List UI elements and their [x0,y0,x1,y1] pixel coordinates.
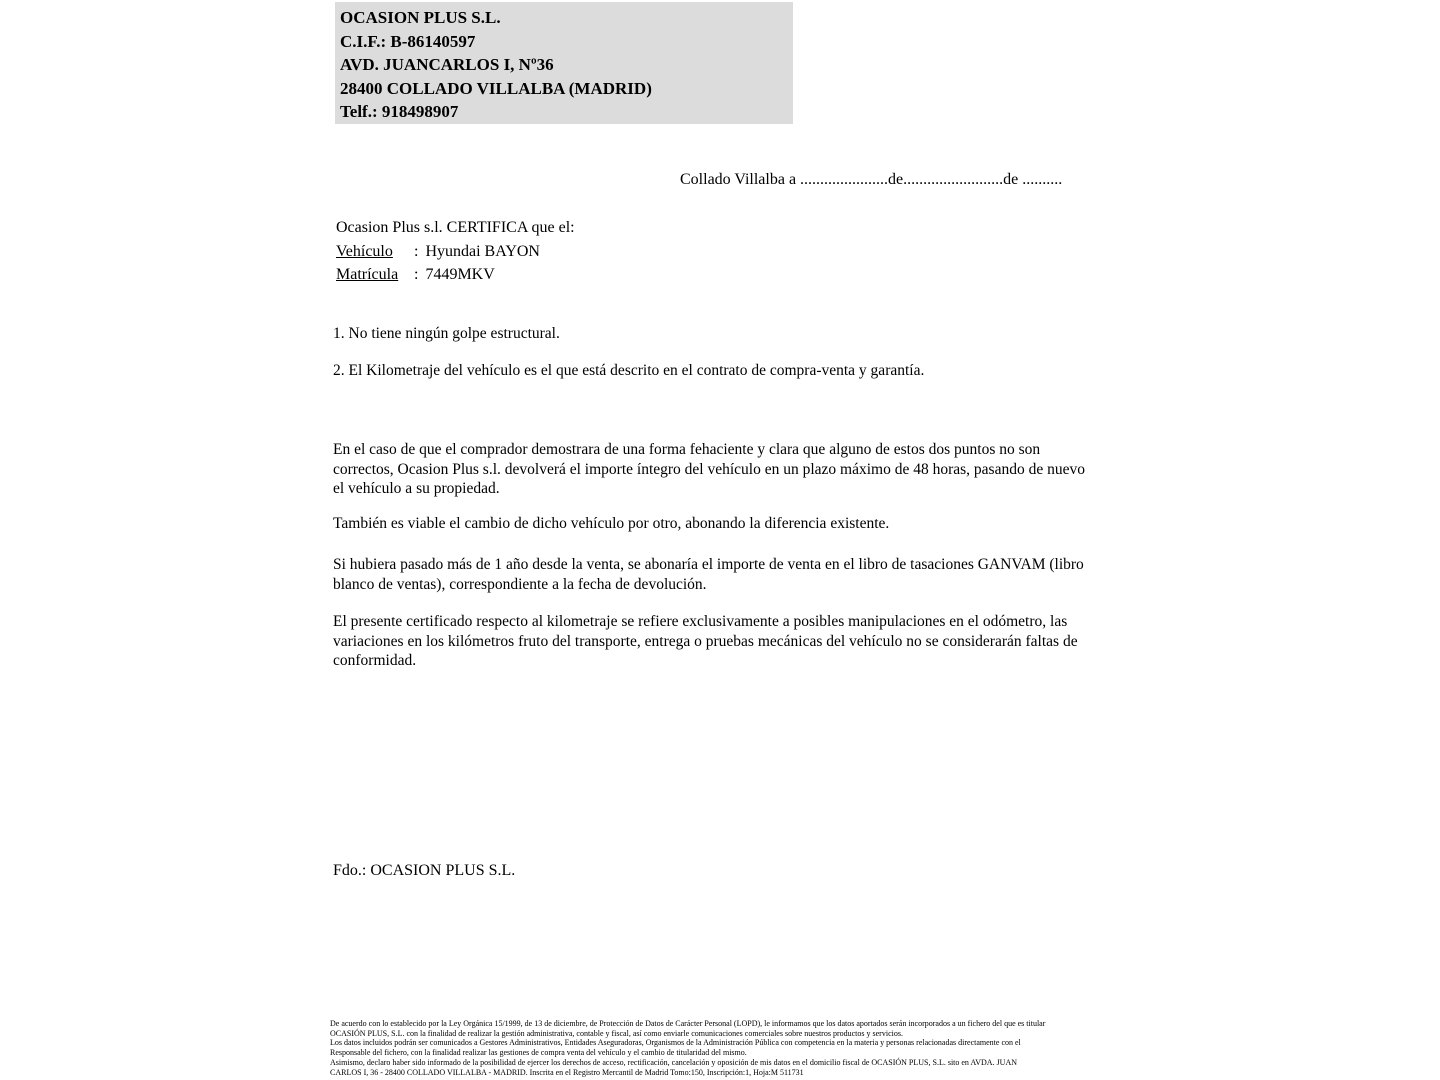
plate-value: 7449MKV [425,266,495,283]
company-cif-line: C.I.F.: B-86140597 [340,31,476,51]
date-blank-line: Collado Villalba a ......................de.........................de .......... [680,171,1063,188]
legal-footer-block [330,1019,1045,1077]
vehicle-separator: : [414,242,419,260]
paragraph-refund-guarantee: En el caso de que el comprador demostrara de una forma fehaciente y clara que alguno de estos dos puntos no son correctos, Ocasion Plus s.l. devolverá el importe íntegro del vehículo en un plazo máximo de 48 horas, pasando de nuevo el vehículo a su propiedad. [333,441,1085,498]
certifica-intro-line: Ocasion Plus s.l. CERTIFICA que el: [336,219,575,236]
footer-line: De acuerdo con lo establecido por la Ley Orgánica 15/1999, de 13 de diciembre, de Protección de Datos de Carácter Personal (LOPD), le informamos que los datos aportados serán incorporados a un fichero del que es titular [330,1019,1046,1028]
company-header-block [335,2,793,124]
vehicle-value: Hyundai BAYON [425,242,540,260]
footer-line: Asimismo, declaro haber sido informado de la posibilidad de ejercer los derechos de acceso, rectificación, cancelación y oposición de mis datos en el domicilio fiscal de OCASIÓN PLUS, S.L. sito en AVDA. JUAN [330,1057,1018,1067]
paragraph-vehicle-exchange: También es viable el cambio de dicho vehículo por otro, abonando la diferencia existente. [333,515,890,532]
plate-separator: : [414,266,419,283]
certification-block [336,216,575,287]
company-address-line: AVD. JUANCARLOS I, Nº36 [340,55,554,74]
vehicle-field-row [336,240,575,264]
company-name-line: OCASION PLUS S.L. [340,8,501,27]
point-mileage: 2. El Kilometraje del vehículo es el que está descrito en el contrato de compra-venta y garantía. [333,362,925,379]
company-city-line: 28400 COLLADO VILLALBA (MADRID) [340,78,652,98]
paragraph-ganvam-valuation: Si hubiera pasado más de 1 año desde la venta, se abonaría el importe de venta en el libro de tasaciones GANVAM (libro blanco de ventas), correspondiente a la fecha de devolución. [333,556,1084,593]
point-no-structural-damage: 1. No tiene ningún golpe estructural. [333,325,560,342]
plate-field-row [336,263,575,287]
signature-line: Fdo.: OCASION PLUS S.L. [333,862,516,879]
plate-label: Matrícula [336,266,399,283]
company-phone-line: Telf.: 918498907 [340,102,459,121]
vehicle-label: Vehículo [336,242,393,260]
footer-line: CARLOS I, 36 - 28400 COLLADO VILLALBA - MADRID. Inscrita en el Registro Mercantil de Madrid Tomo:150, Inscripción:1, Hoja:M 511731 [330,1067,804,1077]
footer-line: Responsable del fichero, con la finalidad realizar las gestiones de compra venta del vehículo y el cambio de titularidad del mismo. [330,1048,747,1058]
footer-line: OCASIÓN PLUS, S.L. con la finalidad de realizar la gestión administrativa, contable y fiscal, así como enviarle comunicaciones comerciales sobre nuestros productos y servicios. [330,1028,903,1038]
footer-line: Los datos incluidos podrán ser comunicados a Gestores Administrativos, Entidades Aseguradoras, Organismos de la Administración Pública con competencia en la materia y personas relacionadas directamente con el [330,1038,1021,1048]
paragraph-odometer-disclaimer: El presente certificado respecto al kilometraje se refiere exclusivamente a posibles manipulaciones en el odómetro, las variaciones en los kilómetros fruto del transporte, entrega o pruebas mecánicas del vehículo no se considerarán faltas de conformidad. [333,613,1078,670]
